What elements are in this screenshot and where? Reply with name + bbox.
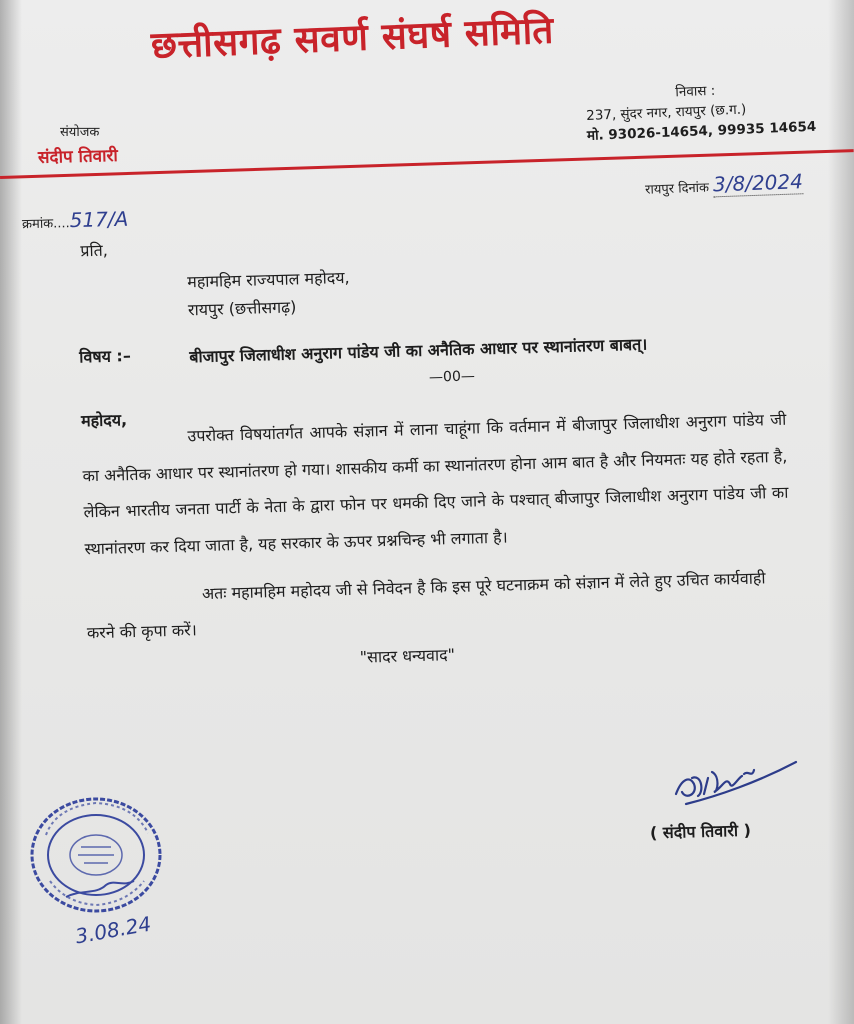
letter-body [58, 219, 810, 675]
convener-name: संदीप तिवारी [37, 145, 119, 169]
recipient-line-1: महामहिम राज्यपाल महोदय, [186, 267, 350, 292]
subject-label: विषय :– [79, 346, 132, 367]
address-text: 237, सुंदर नगर, रायपुर (छ.ग.) [585, 101, 747, 124]
date-value: 3/8/2024 [712, 169, 804, 197]
paragraph-1-text: उपरोक्त विषयांतर्गत आपके संज्ञान में लाना चाहूंगा कि वर्तमान में बीजापुर जिलाधीश अनुराग पांडेय जी का अनैतिक आधार पर स्थानांतरण हो गया। शासकीय कर्मी का स्थानांतरण होना आम बात है और नियमतः यह होते रहता है, लेकिन भारतीय जनता पार्टी के नेता के द्वारा फोन पर धमकी दिए जाने के पश्चात् बीजापुर जिलाधीश अनुराग पांडेय जी का स्थानांतरण कर दिया जाता है, यह सरकार के ऊपर प्रश्नचिन्ह भी लगाता है। [82, 409, 789, 558]
handwritten-signature [668, 748, 808, 818]
paragraph-2-text: अतः महामहिम महोदय जी से निवेदन है कि इस पूरे घटनाक्रम को संज्ञान में लेते हुए उचित कार्यवाही करने की कृपा करें। [86, 568, 766, 643]
paragraph-1 [81, 402, 790, 568]
subject-text: बीजापुर जिलाधीश अनुराग पांडेय जी का अनैतिक आधार पर स्थानांतरण बाबत्। [189, 334, 648, 367]
recipient-prefix: प्रति, [80, 240, 109, 261]
signatory-name: ( संदीप तिवारी ) [649, 820, 752, 843]
reference-label: क्रमांक.... [21, 216, 70, 233]
office-stamp [26, 795, 176, 925]
phone-numbers: मो. 93026-14654, 99935 14654 [586, 118, 817, 144]
residence-label: निवास : [675, 82, 716, 101]
reference-number [22, 207, 129, 234]
recipient-line-2: रायपुर (छत्तीसगढ़) [187, 297, 297, 320]
organization-title: छत्तीसगढ़ सवर्ण संघर्ष समिति [150, 8, 555, 67]
date-label: रायपुर दिनांक [644, 180, 710, 198]
separator: —00— [428, 368, 476, 386]
stamp-handwritten-date: 3.08.24 [73, 911, 153, 949]
reference-value: 517/A [69, 206, 129, 233]
page-shadow-left [0, 0, 22, 1024]
date-line [645, 169, 804, 198]
page-shadow-right [828, 0, 854, 1024]
address-block [585, 77, 817, 146]
closing-thanks: "सादर धन्यवाद" [359, 645, 456, 667]
salutation: महोदय, [80, 410, 128, 431]
convener-label: संयोजक [60, 125, 100, 140]
